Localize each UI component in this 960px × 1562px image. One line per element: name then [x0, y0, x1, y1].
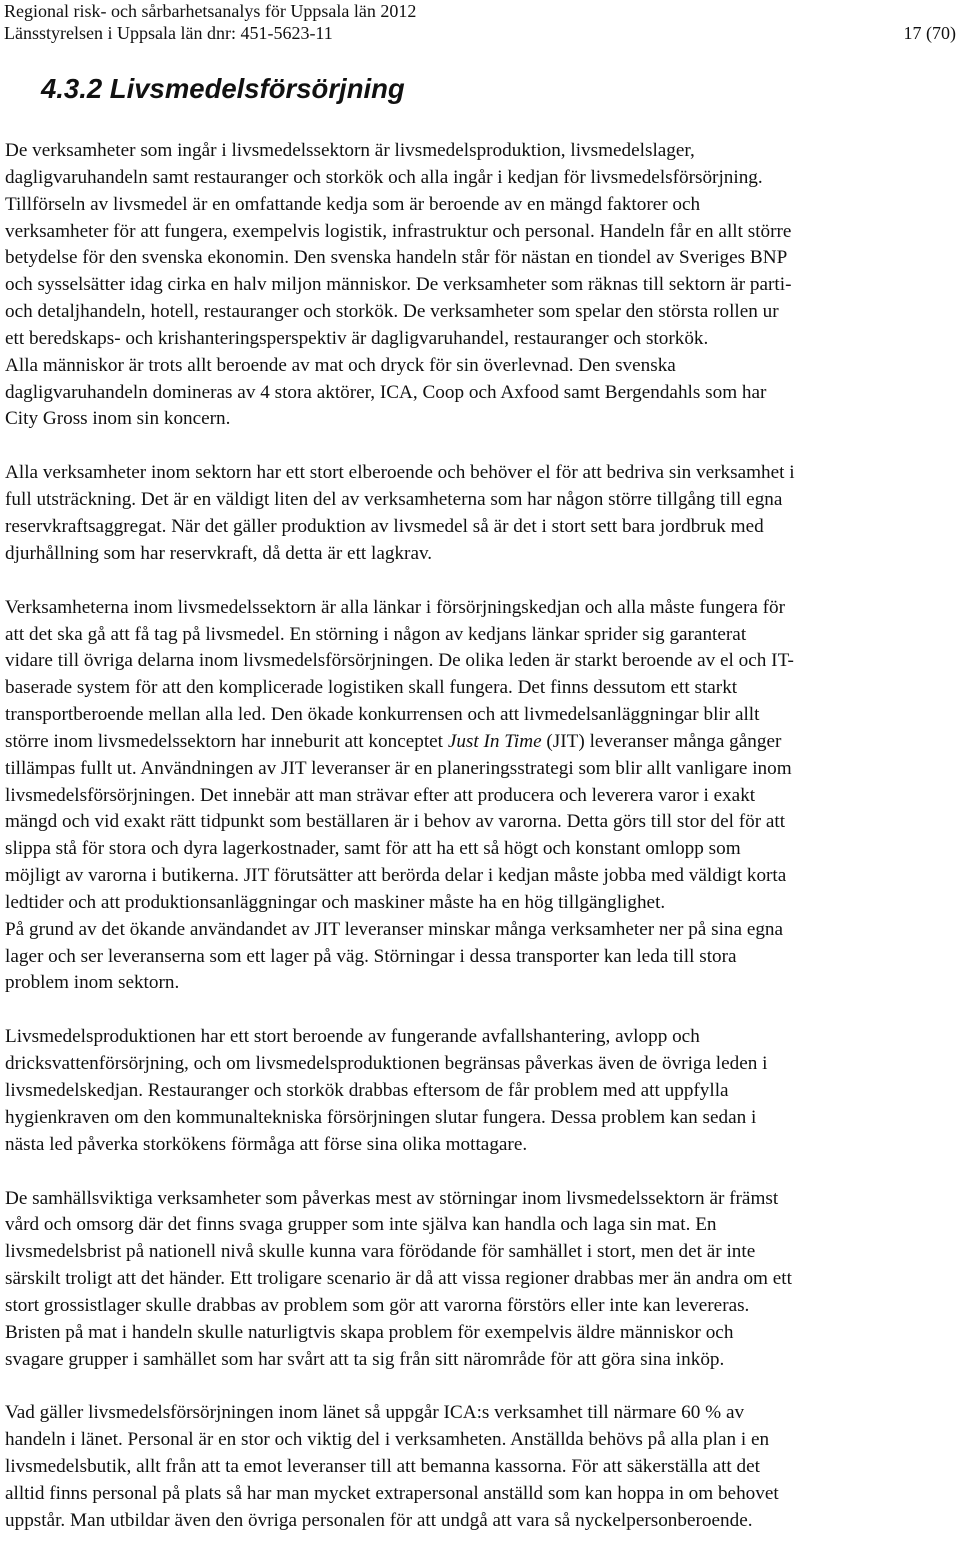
text-line: dricksvattenförsörjning, och om livsmedelsproduktionen begränsas påverkas även de övriga leden i	[5, 1053, 768, 1075]
text-line: ledtider och att produktionsanläggningar och maskiner måste ha en hög tillgänglighet.	[5, 891, 666, 913]
text-line: hygienkraven om den kommunaltekniska försörjningen slutar fungera. Dessa problem kan sedan i	[5, 1106, 757, 1128]
text-line: ett beredskaps- och krishanteringsperspektiv är dagligvaruhandel, restauranger och storkök.	[5, 327, 709, 349]
text-line: dagligvaruhandeln samt restauranger och storkök och alla ingår i kedjan för livsmedelsförsörjning.	[5, 166, 763, 188]
text-line: problem inom sektorn.	[5, 972, 180, 994]
text-line: uppstår. Man utbildar även den övriga personalen för att undgå att vara så nyckelpersonberoende.	[5, 1509, 753, 1531]
text-line: Livsmedelsproduktionen har ett stort beroende av fungerande avfallshantering, avlopp och	[5, 1026, 700, 1048]
text-line: Alla verksamheter inom sektorn har ett stort elberoende och behöver el för att bedriva sin verksamhet i	[5, 462, 795, 484]
text-line: svagare grupper i samhället som har svårt att ta sig från sitt närområde för att göra sina inköp.	[5, 1348, 725, 1370]
text-line: På grund av det ökande användandet av JIT leveranser minskar många verksamheter ner på sina egna	[5, 918, 784, 940]
page-number: 17 (70)	[903, 23, 956, 43]
text-line: livsmedelsförsörjningen. Det innebär att man strävar efter att producera och leverera varor i exakt	[5, 784, 756, 806]
text-line: Vad gäller livsmedelsförsörjningen inom länet så uppgår ICA:s verksamhet till närmare 60 % av	[5, 1402, 745, 1424]
text-line: och detaljhandeln, hotell, restauranger och storkök. De verksamheter som spelar den största rollen ur	[5, 301, 779, 323]
text-line: alltid finns personal på plats så har man mycket extrapersonal anställd som kan hoppa in om behovet	[5, 1482, 779, 1504]
paragraph	[5, 1024, 955, 1158]
text-line: vård och omsorg där det finns svaga grupper som inte själva kan handla och laga sin mat. En	[5, 1214, 717, 1236]
text-line: betydelse för den svenska ekonomin. Den svenska handeln står för nästan en tiondel av Sveriges BNP	[5, 247, 788, 269]
text-line: mängd och vid exakt rätt tidpunkt som beställaren är i behov av varorna. Detta görs till stor del för att	[5, 811, 786, 833]
page-header	[4, 0, 956, 44]
paragraph	[5, 460, 955, 567]
text-line: lager och ser leveranserna som ett lager på väg. Störningar i dessa transporter kan leda till stora	[5, 945, 737, 967]
text-line: nästa led påverka storkökens förmåga att förse sina olika mottagare.	[5, 1133, 528, 1155]
text-line: De samhällsviktiga verksamheter som påverkas mest av störningar inom livsmedelssektorn är främst	[5, 1187, 779, 1209]
text-line: livsmedelsbrist på nationell nivå skulle kunna vara förödande för samhället i stort, men det är inte	[5, 1241, 756, 1263]
body-text	[5, 138, 955, 1562]
text-fragment: större inom livsmedelssektorn har inneburit att konceptet	[5, 730, 448, 752]
text-line: Tillförseln av livsmedel är en omfattande kedja som är beroende av en mängd faktorer och	[5, 193, 701, 215]
text-line: Verksamheterna inom livsmedelssektorn är alla länkar i försörjningskedjan och alla måste fungera för	[5, 596, 786, 618]
text-line: baserade system för att den komplicerade logistiken skall fungera. Det finns dessutom ett starkt	[5, 677, 738, 699]
text-line: livsmedelsbutik, allt från att ta emot leveranser till att bemanna kassorna. För att säkerställa att det	[5, 1456, 761, 1478]
text-line: handeln i länet. Personal är en stor och viktig del i verksamheten. Anställda behövs på alla plan i en	[5, 1429, 770, 1451]
paragraph	[5, 595, 955, 998]
text-line: slippa stå för stora och dyra lagerkostnader, samt för att ha ett så högt och konstant omlopp som	[5, 838, 741, 860]
text-line: Bristen på mat i handeln skulle naturligtvis skapa problem för exempelvis äldre människor och	[5, 1321, 734, 1343]
text-line: City Gross inom sin koncern.	[5, 408, 231, 430]
text-line: dagligvaruhandeln domineras av 4 stora aktörer, ICA, Coop och Axfood samt Bergendahls som har	[5, 381, 767, 403]
italic-term: Just In Time	[447, 730, 542, 752]
text-line: transportberoende mellan alla led. Den ökade konkurrensen och att livmedelsanläggningar blir allt	[5, 704, 760, 726]
text-line: och sysselsätter idag cirka en halv miljon människor. De verksamheter som räknas till sektorn är parti-	[5, 274, 792, 296]
text-line	[5, 729, 955, 756]
text-line: möjligt av varorna i butikerna. JIT förutsätter att berörda delar i kedjan måste jobba med väldigt korta	[5, 865, 787, 887]
text-line: Alla människor är trots allt beroende av mat och dryck för sin överlevnad. Den svenska	[5, 354, 676, 376]
text-line: djurhållning som har reservkraft, då detta är ett lagkrav.	[5, 542, 433, 564]
text-line: verksamheter för att fungera, exempelvis logistik, infrastruktur och personal. Handeln får en allt större	[5, 220, 792, 242]
text-line: tillämpas fullt ut. Användningen av JIT leveranser är en planeringsstrategi som blir allt vanligare inom	[5, 757, 792, 779]
text-line: full utsträckning. Det är en väldigt liten del av verksamheterna som har någon större tillgång till egna	[5, 489, 783, 511]
document-reference: Länsstyrelsen i Uppsala län dnr: 451-5623-11	[4, 23, 333, 43]
text-line: särskilt troligt att det händer. Ett troligare scenario är då att vissa regioner drabbas mer än andra om ett	[5, 1268, 792, 1290]
paragraph	[5, 1186, 955, 1374]
text-line: livsmedelskedjan. Restauranger och storkök drabbas eftersom de får problem med att uppfylla	[5, 1080, 729, 1101]
report-title: Regional risk- och sårbarhetsanalys för Uppsala län 2012	[4, 1, 417, 21]
text-line: reservkraftsaggregat. När det gäller produktion av livsmedel så är det i stort sett bara jordbruk med	[5, 515, 764, 537]
text-fragment: (JIT) leveranser många gånger	[541, 730, 782, 752]
paragraph	[5, 138, 955, 433]
text-line: vidare till övriga delarna inom livsmedelsförsörjningen. De olika leden är starkt beroende av el och IT-	[5, 650, 794, 672]
text-line: De verksamheter som ingår i livsmedelssektorn är livsmedelsproduktion, livsmedelslager,	[5, 140, 695, 161]
text-line: stort grossistlager skulle drabbas av problem som gör att varorna förstörs eller inte kan levereras.	[5, 1294, 750, 1316]
section-heading: 4.3.2 Livsmedelsförsörjning	[41, 73, 405, 104]
paragraph	[5, 1400, 955, 1534]
text-line: att det ska gå att få tag på livsmedel. En störning i någon av kedjans länkar sprider sig garanterat	[5, 623, 747, 645]
